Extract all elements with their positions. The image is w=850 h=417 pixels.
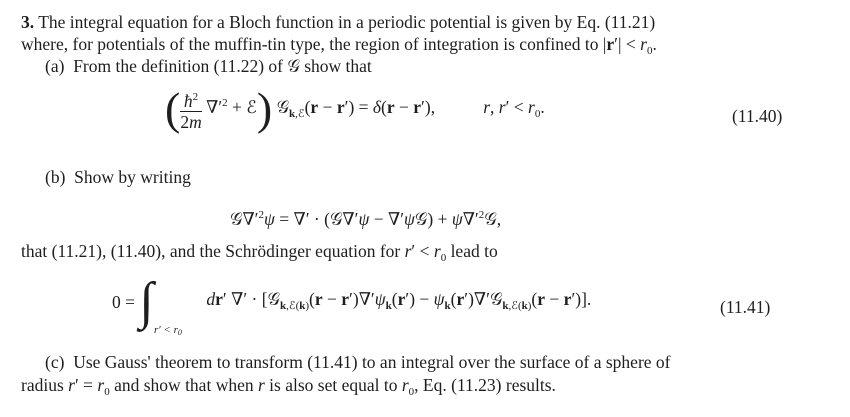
problem-intro-line-2: where, for potentials of the muffin-tin type, the region of integration is confined to $|r'| < r_0$. (21, 34, 657, 57)
part-a-label: (a) (45, 56, 65, 76)
part-c-label: (c) (45, 352, 65, 372)
part-c (45, 352, 671, 372)
problem-intro-line-1 (21, 12, 655, 32)
equation-number-11-40: (11.40) (732, 106, 783, 126)
part-b-cont-text: that (11.21), (11.40), and the Schrödinger equation for (21, 241, 405, 261)
integral-sign: ∫ (139, 273, 154, 330)
part-b-label: (b) (45, 167, 66, 187)
integral-limit: r′ < r0 (154, 324, 182, 337)
part-a-text: From the definition (11.22) of 𝒢 show that (73, 56, 372, 76)
intro-text-2a: where, for potentials of the muffin-tin type, the region of integration is confined to | (21, 34, 607, 54)
problem-number: 3. (21, 12, 35, 32)
equation-number-11-41: (11.41) (720, 297, 771, 317)
intro-text-1: The integral equation for a Bloch function in a periodic potential is given by Eq. (11.21) (38, 12, 656, 32)
part-c-text-2b: and show that when (109, 375, 258, 395)
part-c-text-2c: is also set equal to (264, 375, 402, 395)
part-c-text-2d: , Eq. (11.23) results. (414, 375, 556, 395)
equation-11-40: ( $\frac{ħ^2}{2m}$ $\nabla'^2$ + ℰ) 𝒢$_{k,ℰ}$(r − r′) = δ(r − r′), r, $r' < r_0$. (165, 83, 545, 134)
part-b (45, 167, 191, 187)
part-b-continuation: that (11.21), (11.40), and the Schrödinger equation for $r' < r_0$ lead to (21, 241, 498, 264)
part-b-text: Show by writing (74, 167, 191, 187)
identity-equation: $𝒢\nabla'^2\psi$ = ∇′ · (𝒢∇′ψ − ∇′ψ𝒢) + $\psi\nabla'^2𝒢$, (230, 209, 502, 229)
equation-11-41: 0 = ∫ dr′ ∇′ · [𝒢$_{k,ℰ(k)}$(r − $r')\nabla'\psi_k(r')$ − $\psi_k(r')\nabla'𝒢_{k,ℰ(k)}(r - r')$]. (112, 273, 592, 330)
part-a (45, 56, 372, 76)
part-c-line-2: radius $r' = r_0$ and show that when r is also set equal to $r_0$, Eq. (11.23) results. (21, 375, 556, 398)
part-c-text: Use Gauss' theorem to transform (11.41) to an integral over the surface of a sphere of (73, 352, 671, 372)
r-prime-symbol: r (606, 34, 615, 54)
intro-text-2b: | < (618, 34, 641, 54)
part-b-cont-text-2: lead to (446, 241, 498, 261)
part-c-text-2a: radius (21, 375, 69, 395)
